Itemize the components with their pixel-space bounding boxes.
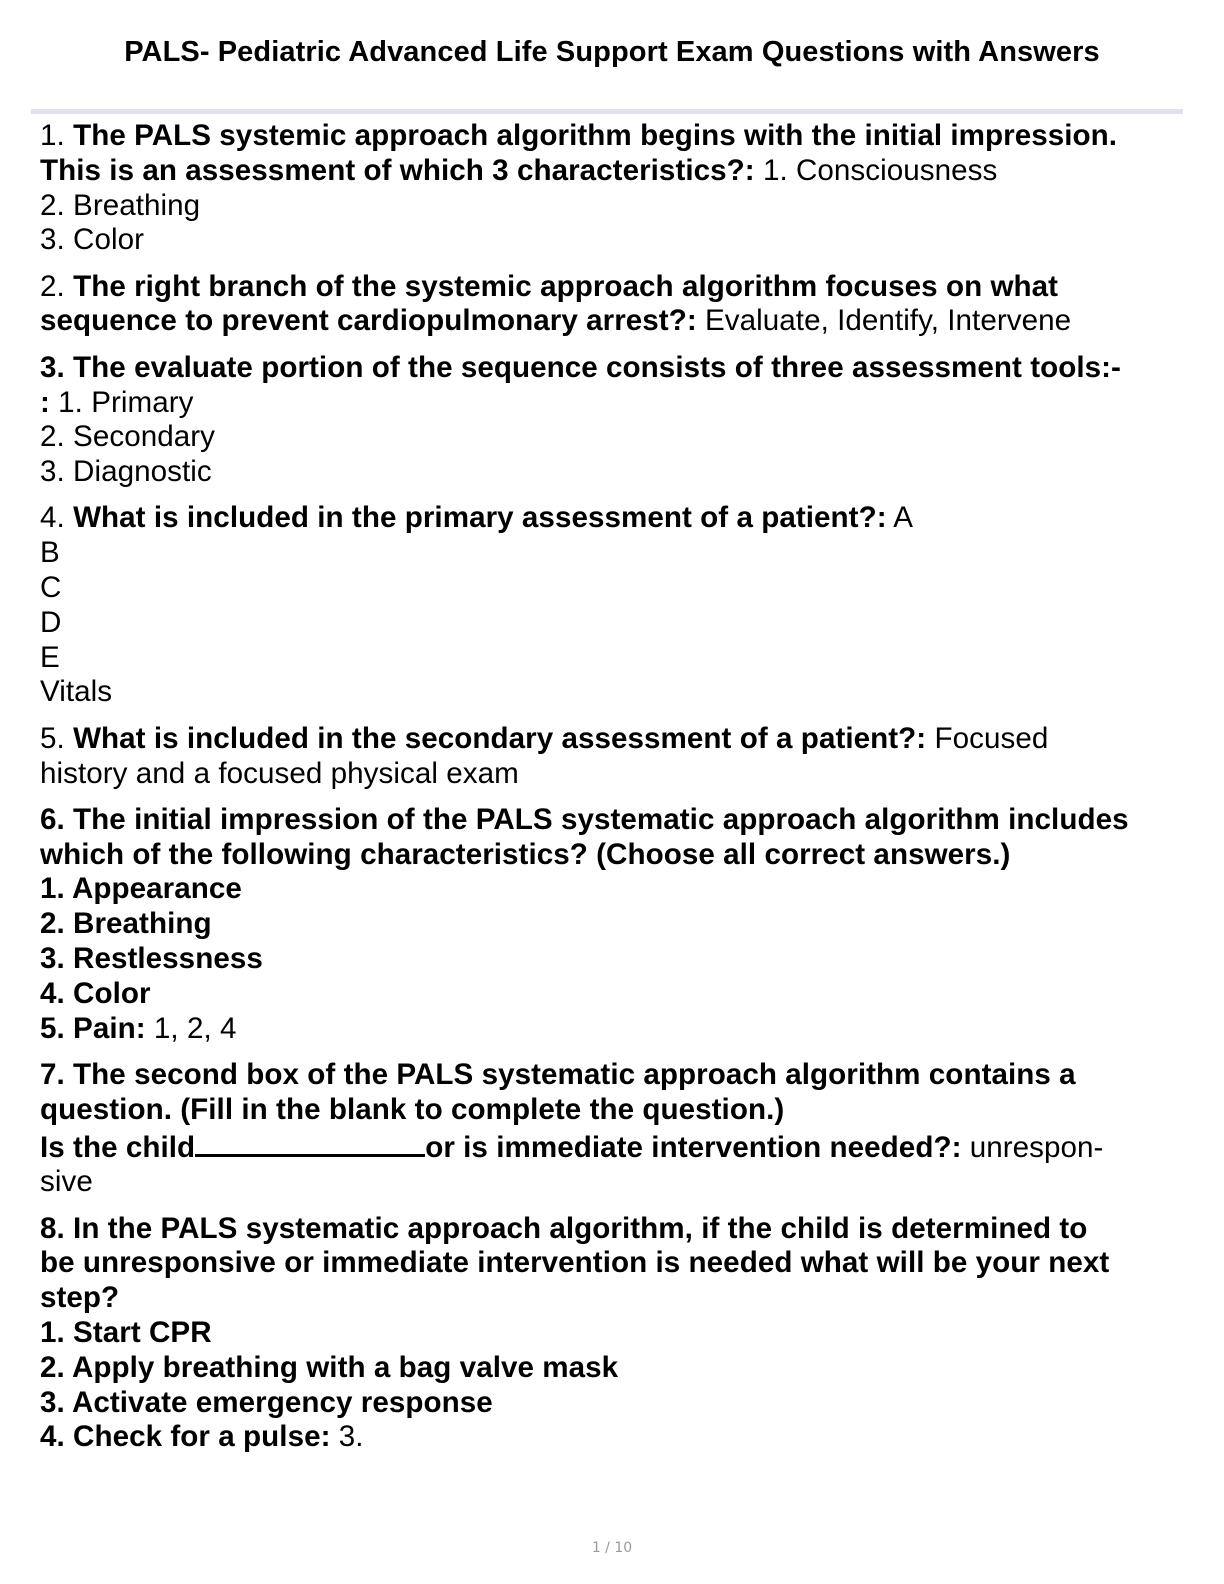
text-line <box>40 223 1185 258</box>
question-block <box>40 1212 1185 1456</box>
answer-text: history and a focused physical exam <box>40 756 519 790</box>
text-line <box>40 942 1185 977</box>
question-text: 6. The initial impression of the PALS systematic approach algorithm includes <box>40 802 1129 836</box>
answer-text: 1. Consciousness <box>754 153 998 187</box>
text-line <box>40 270 1185 305</box>
page-title: PALS- Pediatric Advanced Life Support Exam Questions with Answers <box>124 36 1100 68</box>
question-text: sequence to prevent cardiopulmonary arrest?: <box>40 304 697 338</box>
text-line <box>40 1128 1185 1166</box>
question-text: which of the following characteristics? (Choose all correct answers.) <box>40 837 1011 871</box>
text-line <box>40 1058 1185 1093</box>
question-text: 7. The second box of the PALS systematic approach algorithm contains a <box>40 1057 1076 1091</box>
question-text: What is included in the secondary assessment of a patient?: <box>73 721 927 755</box>
question-text: 5. Pain: <box>40 1011 146 1045</box>
text-line <box>40 1212 1185 1247</box>
answer-text: unrespon- <box>961 1130 1104 1164</box>
text-line <box>40 1351 1185 1386</box>
question-number: 2. <box>40 269 74 303</box>
text-line <box>40 1316 1185 1351</box>
question-list <box>40 119 1185 1467</box>
text-line <box>40 675 1185 710</box>
question-text: 2. Breathing <box>40 907 212 941</box>
text-line <box>40 803 1185 838</box>
question-text: question. (Fill in the blank to complete the question.) <box>40 1092 785 1126</box>
text-line <box>40 977 1185 1012</box>
text-line <box>40 119 1185 154</box>
text-line <box>40 907 1185 942</box>
answer-text: Focused <box>926 721 1049 755</box>
answer-text: 1. Primary <box>49 385 194 419</box>
question-text: step? <box>40 1281 120 1315</box>
text-line <box>40 420 1185 455</box>
answer-text: Evaluate, Identify, Intervene <box>696 304 1072 338</box>
text-line <box>40 1246 1185 1281</box>
question-text: 4. Check for a pulse: <box>40 1420 331 1454</box>
answer-text: Vitals <box>40 675 113 709</box>
text-line <box>40 351 1185 386</box>
text-line <box>40 386 1185 421</box>
answer-text: C <box>40 571 62 605</box>
text-line <box>40 1386 1185 1421</box>
question-text: 3. Restlessness <box>40 942 263 976</box>
question-text: The PALS systemic approach algorithm begins with the initial impression. <box>73 119 1118 152</box>
answer-text: 3. Color <box>40 223 145 257</box>
answer-text: 3. <box>330 1420 364 1454</box>
question-block <box>40 270 1185 340</box>
question-block <box>40 119 1185 258</box>
question-text: This is an assessment of which 3 characteristics?: <box>40 153 755 187</box>
question-text: 8. In the PALS systematic approach algorithm, if the child is determined to <box>40 1211 1088 1245</box>
question-block <box>40 803 1185 1047</box>
text-line <box>40 304 1185 339</box>
question-text: or is immediate intervention needed?: <box>425 1130 962 1164</box>
text-line <box>40 757 1185 792</box>
question-text: 4. Color <box>40 976 151 1010</box>
answer-text: sive <box>40 1165 93 1199</box>
answer-text: 2. Secondary <box>40 420 215 454</box>
text-line <box>40 1093 1185 1128</box>
question-block <box>40 1058 1185 1200</box>
fill-in-blank <box>195 1128 425 1157</box>
question-text: Is the child <box>40 1130 196 1164</box>
question-text: : <box>40 385 50 419</box>
answer-text: A <box>886 501 914 535</box>
text-line <box>40 641 1185 676</box>
answer-text: 2. Breathing <box>40 188 201 222</box>
question-text: 1. Appearance <box>40 872 242 906</box>
text-line <box>40 872 1185 907</box>
question-text: The right branch of the systemic approach algorithm focuses on what <box>73 269 1059 303</box>
question-number: 5. <box>40 721 74 755</box>
text-line <box>40 1165 1185 1200</box>
text-line <box>40 1281 1185 1316</box>
question-block <box>40 351 1185 490</box>
text-line <box>40 189 1185 224</box>
answer-text: 3. Diagnostic <box>40 455 212 489</box>
title-divider <box>31 109 1183 114</box>
answer-text: 1, 2, 4 <box>145 1011 237 1045</box>
text-line <box>40 606 1185 641</box>
text-line <box>40 1012 1185 1047</box>
question-text: What is included in the primary assessment of a patient?: <box>73 501 887 535</box>
question-text: 3. The evaluate portion of the sequence consists of three assessment tools:- <box>40 350 1121 384</box>
text-line <box>40 571 1185 606</box>
question-text: be unresponsive or immediate intervention is needed what will be your next <box>40 1246 1110 1280</box>
answer-text: D <box>40 605 62 639</box>
text-line <box>40 722 1185 757</box>
question-number: 4. <box>40 501 74 535</box>
text-line <box>40 1420 1185 1455</box>
text-line <box>40 838 1185 873</box>
question-block <box>40 722 1185 792</box>
question-text: 1. Start CPR <box>40 1316 212 1349</box>
answer-text: E <box>40 640 60 674</box>
question-number: 1. <box>40 119 74 152</box>
text-line <box>40 501 1185 536</box>
question-block <box>40 501 1185 710</box>
question-text: 2. Apply breathing with a bag valve mask <box>40 1350 619 1384</box>
answer-text: B <box>40 536 60 570</box>
text-line <box>40 154 1185 189</box>
question-text: 3. Activate emergency response <box>40 1385 493 1419</box>
text-line <box>40 536 1185 571</box>
text-line <box>40 455 1185 490</box>
page-indicator: 1 / 10 <box>591 1540 633 1556</box>
